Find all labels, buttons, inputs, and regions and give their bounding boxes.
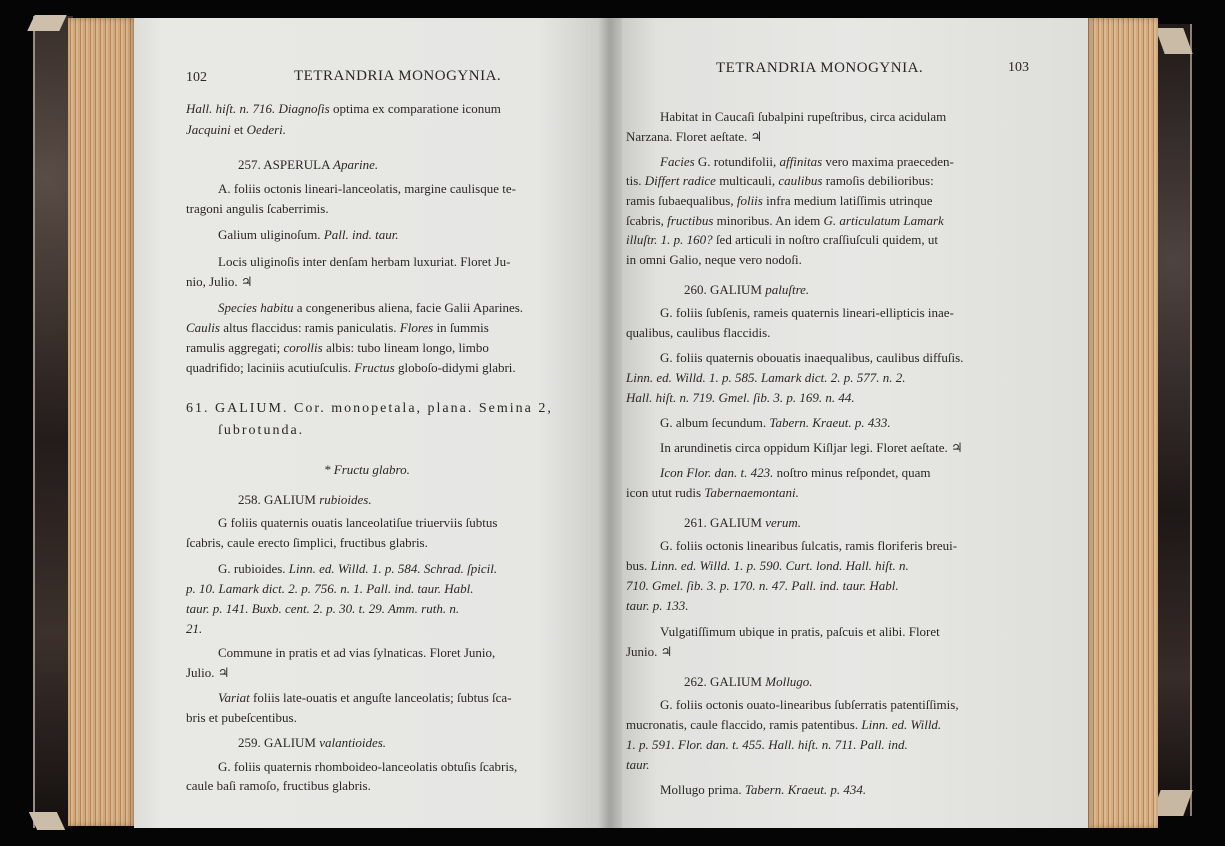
- text-run: ſubrotunda.: [218, 423, 305, 438]
- text-run: ſed articuli in noſtro craſſiuſculi quidem, ut: [712, 232, 938, 247]
- italic-text-run: Species habitu: [218, 300, 294, 315]
- italic-text-run: Facies: [660, 154, 695, 169]
- text-run: G. album ſecundum.: [660, 415, 770, 430]
- italic-text-run: Linn. ed. Willd. 1. p. 585. Lamark dict. 2. p. 577. n. 2.: [626, 370, 906, 385]
- italic-text-run: Icon Flor. dan. t. 423.: [660, 465, 774, 480]
- text-run: infra medium latiſſimis utrinque: [762, 193, 933, 208]
- text-run: bris et pubeſcentibus.: [186, 710, 297, 725]
- text-run: globoſo-didymi glabri.: [394, 360, 516, 375]
- body-line: [186, 601, 459, 617]
- text-run: multicauli,: [715, 173, 779, 188]
- text-run: G. foliis quaternis rhomboideo-lanceolatis obtuſis ſcabris,: [218, 759, 518, 774]
- section-heading: [324, 462, 410, 478]
- body-line: [186, 778, 371, 794]
- italic-text-run: Tabern. Kraeut. p. 434.: [744, 782, 867, 797]
- text-run: tragoni angulis ſcaberrimis.: [186, 201, 329, 216]
- body-line: [660, 465, 930, 481]
- body-line: [218, 515, 497, 531]
- italic-text-run: Linn. ed. Willd. 1. p. 590. Curt. lond. Hall. hiſt. n.: [650, 558, 909, 573]
- italic-text-run: paluſtre.: [765, 282, 810, 297]
- body-line: [660, 305, 954, 321]
- body-line: [626, 737, 908, 753]
- body-line: [660, 440, 963, 456]
- text-run: Habitat in Caucaſi ſubalpini rupeſtribus, circa acidulam: [660, 109, 947, 124]
- text-run: Commune in pratis et ad vias ſylnaticas. Floret Junio,: [218, 645, 496, 660]
- text-run: Vulgatiſſimum ubique in pratis, paſcuis et alibi. Floret: [660, 624, 940, 639]
- right-page-edges: [1086, 18, 1158, 828]
- species-heading: [684, 674, 813, 690]
- text-run: altus flaccidus: ramis paniculatis.: [219, 320, 400, 335]
- text-run: 259. GALIUM: [238, 735, 320, 750]
- text-run: Julio. ♃: [186, 665, 230, 680]
- italic-text-run: Tabernaemontani.: [704, 485, 799, 500]
- body-line: [186, 665, 229, 681]
- body-line: [626, 173, 934, 189]
- italic-text-run: 710. Gmel. ſib. 3. p. 170. n. 47. Pall. ind. taur. Habl.: [626, 578, 899, 593]
- body-line: [186, 621, 202, 637]
- italic-text-run: p. 10. Lamark dict. 2. p. 756. n. 1. Pall. ind. taur. Habl.: [186, 581, 474, 596]
- body-line: [626, 193, 933, 209]
- text-run: 257. ASPERULA: [238, 157, 333, 172]
- text-run: a congeneribus aliena, facie Galii Aparines.: [293, 300, 524, 315]
- text-run: ramis ſubaequalibus,: [626, 193, 737, 208]
- text-run: bus.: [626, 558, 651, 573]
- italic-text-run: Mollugo.: [765, 674, 813, 689]
- text-run: ramoſis debilioribus:: [822, 173, 934, 188]
- text-run: A. foliis octonis lineari-lanceolatis, margine caulisque te-: [218, 181, 516, 196]
- italic-text-run: fructibus: [667, 213, 714, 228]
- italic-text-run: taur. p. 133.: [626, 598, 689, 613]
- body-line: [626, 252, 802, 268]
- italic-text-run: illuſtr. 1. p. 160?: [626, 232, 713, 247]
- running-head: TETRANDRIA MONOGYNIA.: [716, 60, 924, 76]
- body-line: [626, 558, 909, 574]
- text-run: 260. GALIUM: [684, 282, 766, 297]
- body-line: [660, 624, 940, 640]
- body-line: [660, 697, 959, 713]
- italic-text-run: 21.: [186, 621, 203, 636]
- running-head: TETRANDRIA MONOGYNIA.: [294, 68, 502, 84]
- italic-text-run: taur.: [626, 757, 650, 772]
- body-line: [218, 759, 517, 775]
- italic-text-run: Flores: [399, 320, 434, 335]
- italic-text-run: Jacquini: [186, 122, 231, 137]
- body-line: [626, 644, 672, 660]
- left-cover: [33, 16, 73, 828]
- italic-text-run: Linn. ed. Willd.: [861, 717, 942, 732]
- body-line: [626, 213, 944, 229]
- text-run: foliis late-ouatis et anguſte lanceolatis; ſubtus ſca-: [249, 690, 512, 705]
- left-page: [134, 18, 610, 828]
- body-line: [218, 227, 399, 243]
- italic-text-run: Oederi.: [246, 122, 287, 137]
- text-run: icon utut rudis: [626, 485, 705, 500]
- text-run: Narzana. Floret aeſtate. ♃: [626, 129, 763, 144]
- body-line: [218, 690, 512, 706]
- text-run: G. foliis ſubſenis, rameis quaternis lineari-ellipticis inae-: [660, 305, 954, 320]
- italic-text-run: Aparine.: [333, 157, 379, 172]
- book-gutter: [598, 18, 622, 828]
- text-run: ſcabris, caule erecto ſimplici, fructibus glabris.: [186, 535, 428, 550]
- text-run: G. foliis octonis linearibus ſulcatis, ramis floriferis breui-: [660, 538, 958, 553]
- body-line: [186, 710, 297, 726]
- text-run: albis: tubo lineam longo, limbo: [322, 340, 489, 355]
- body-line: [660, 538, 957, 554]
- body-line: [626, 717, 941, 733]
- page-number: 103: [1008, 60, 1029, 75]
- text-run: 261. GALIUM: [684, 515, 766, 530]
- body-line: [626, 325, 770, 341]
- species-heading: [238, 735, 386, 751]
- body-line: [660, 415, 891, 431]
- italic-text-run: Hall. hiſt. n. 719. Gmel. ſib. 3. p. 169. n. 44.: [626, 390, 855, 405]
- body-line: [626, 757, 649, 773]
- body-line: [186, 201, 329, 217]
- body-line: [186, 360, 516, 376]
- body-line: [186, 122, 286, 138]
- body-line: [660, 154, 954, 170]
- text-run: Mollugo prima.: [660, 782, 745, 797]
- body-line: [218, 561, 497, 577]
- italic-text-run: taur. p. 141. Buxb. cent. 2. p. 30. t. 29. Amm. ruth. n.: [186, 601, 460, 616]
- genus-heading: [186, 401, 553, 417]
- text-run: G. rotundifolii,: [694, 154, 780, 169]
- body-line: [626, 129, 762, 145]
- italic-text-run: * Fructu glabro.: [324, 462, 410, 477]
- body-line: [660, 109, 946, 125]
- italic-text-run: Tabern. Kraeut. p. 433.: [769, 415, 891, 430]
- text-run: in ſummis: [433, 320, 489, 335]
- body-line: [186, 581, 473, 597]
- body-line: [660, 782, 866, 798]
- species-heading: [238, 157, 378, 173]
- body-line: [186, 274, 253, 290]
- italic-text-run: foliis: [736, 193, 763, 208]
- body-line: [218, 254, 510, 270]
- body-line: [660, 350, 963, 366]
- text-run: vero maxima praeceden-: [822, 154, 954, 169]
- body-line: [218, 300, 523, 316]
- italic-text-run: Pall. ind. taur.: [323, 227, 399, 242]
- body-line: [186, 101, 501, 117]
- text-run: ramulis aggregati;: [186, 340, 284, 355]
- italic-text-run: corollis: [283, 340, 323, 355]
- italic-text-run: Hall. hiſt. n. 716. Diagnoſis: [186, 101, 330, 116]
- text-run: nio, Julio. ♃: [186, 274, 253, 289]
- text-run: et: [230, 122, 247, 137]
- genus-heading: [218, 423, 304, 439]
- italic-text-run: Caulis: [186, 320, 220, 335]
- body-line: [626, 232, 938, 248]
- text-run: ſcabris,: [626, 213, 668, 228]
- italic-text-run: Variat: [218, 690, 250, 705]
- left-page-edges: [68, 18, 136, 826]
- text-run: Junio. ♃: [626, 644, 673, 659]
- text-run: 262. GALIUM: [684, 674, 766, 689]
- text-run: tis.: [626, 173, 645, 188]
- text-run: mucronatis, caule flaccido, ramis patentibus.: [626, 717, 862, 732]
- text-run: noſtro minus reſpondet, quam: [773, 465, 931, 480]
- text-run: G. foliis quaternis obouatis inaequalibus, caulibus diffuſis.: [660, 350, 964, 365]
- italic-text-run: verum.: [765, 515, 801, 530]
- text-run: 61. GALIUM. Cor. monopetala, plana. Semina 2,: [186, 401, 553, 416]
- italic-text-run: Differt radice: [644, 173, 716, 188]
- italic-text-run: Linn. ed. Willd. 1. p. 584. Schrad. ſpicil.: [288, 561, 498, 576]
- italic-text-run: caulibus: [778, 173, 823, 188]
- body-line: [186, 340, 489, 356]
- text-run: quadrifido; laciniis acutiuſculis.: [186, 360, 355, 375]
- text-run: Locis uliginoſis inter denſam herbam luxuriat. Floret Ju-: [218, 254, 511, 269]
- body-line: [626, 598, 688, 614]
- text-run: optima ex comparatione iconum: [329, 101, 501, 116]
- body-line: [626, 485, 799, 501]
- body-line: [186, 535, 428, 551]
- text-run: minoribus. An idem: [713, 213, 824, 228]
- page-number: 102: [186, 70, 207, 85]
- italic-text-run: Fructus: [354, 360, 395, 375]
- right-page: [610, 18, 1088, 828]
- body-line: [186, 320, 489, 336]
- italic-text-run: rubioides.: [319, 492, 372, 507]
- italic-text-run: valantioides.: [319, 735, 387, 750]
- text-run: caule baſi ramoſo, fructibus glabris.: [186, 778, 371, 793]
- text-run: G. rubioides.: [218, 561, 289, 576]
- text-run: 258. GALIUM: [238, 492, 320, 507]
- body-line: [626, 370, 906, 386]
- body-line: [626, 390, 855, 406]
- body-line: [218, 181, 516, 197]
- text-run: In arundinetis circa oppidum Kiſljar legi. Floret aeſtate. ♃: [660, 440, 963, 455]
- text-run: Galium uliginoſum.: [218, 227, 324, 242]
- text-run: qualibus, caulibus flaccidis.: [626, 325, 771, 340]
- italic-text-run: 1. p. 591. Flor. dan. t. 455. Hall. hiſt. n. 711. Pall. ind.: [626, 737, 908, 752]
- italic-text-run: affinitas: [779, 154, 823, 169]
- text-run: G. foliis octonis ouato-linearibus ſubſerratis patentiſſimis,: [660, 697, 959, 712]
- species-heading: [684, 515, 801, 531]
- species-heading: [684, 282, 809, 298]
- italic-text-run: G. articulatum Lamark: [823, 213, 944, 228]
- text-run: G foliis quaternis ouatis lanceolatiſue triuerviis ſubtus: [218, 515, 498, 530]
- species-heading: [238, 492, 372, 508]
- text-run: in omni Galio, neque vero nodoſi.: [626, 252, 802, 267]
- body-line: [218, 645, 495, 661]
- body-line: [626, 578, 899, 594]
